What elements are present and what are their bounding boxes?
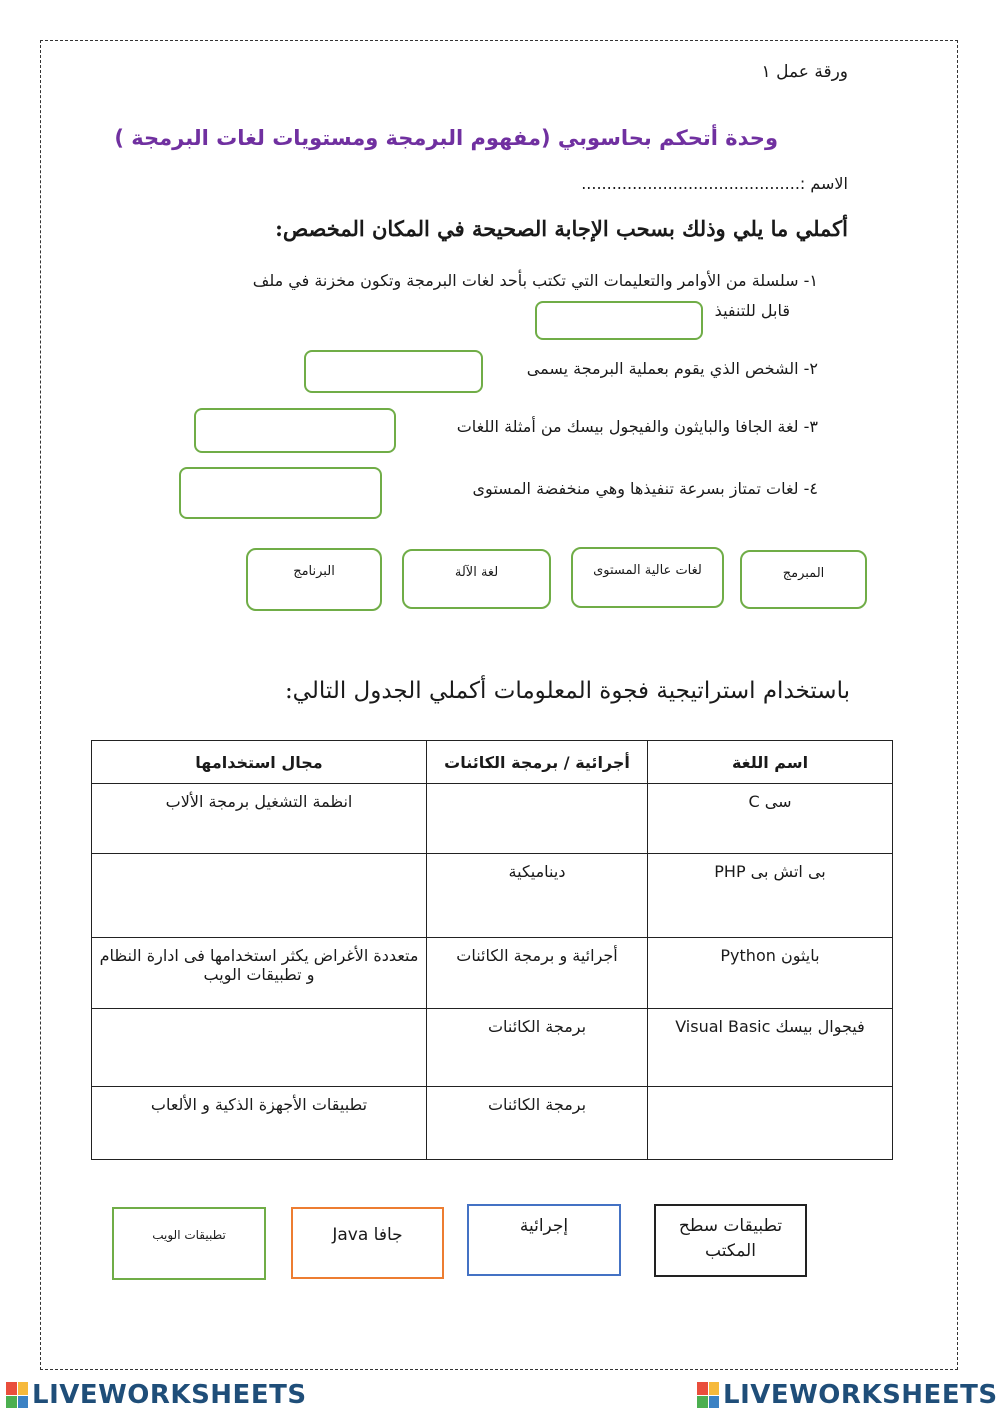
header-usage: مجال استخدامها: [92, 741, 427, 784]
cell-usage: انظمة التشغيل برمجة الألاب: [92, 784, 427, 854]
languages-table: [91, 740, 893, 1160]
drop-zone-1[interactable]: [535, 301, 703, 340]
cell-usage: متعددة الأغراض يكثر استخدامها فى ادارة النظام و تطبيقات الويب: [92, 938, 427, 1009]
question-1-line2: قابل للتنفيذ: [714, 301, 790, 320]
cell-paradigm: برمجة الكائنات: [427, 1087, 648, 1160]
table-row: [92, 784, 893, 854]
cell-usage-blank[interactable]: [92, 1009, 427, 1087]
table-row: [92, 938, 893, 1009]
cell-paradigm: ديناميكية: [427, 854, 648, 938]
part1-instruction: أكملي ما يلي وذلك بسحب الإجابة الصحيحة في المكان المخصص:: [275, 216, 848, 241]
option-chip-program[interactable]: البرنامج: [246, 548, 382, 611]
option-chip-high-level-languages[interactable]: لغات عالية المستوى: [571, 547, 724, 608]
table-row: [92, 1009, 893, 1087]
answer-chip-web-apps[interactable]: تطبيقات الويب: [112, 1207, 266, 1280]
drop-zone-4[interactable]: [179, 467, 382, 519]
liveworksheets-mark-icon: [697, 1382, 719, 1408]
question-4: ٤- لغات تمتاز بسرعة تنفيذها وهي منخفضة المستوى: [472, 479, 818, 498]
header-language-name: اسم اللغة: [648, 741, 893, 784]
table-header-row: [92, 741, 893, 784]
option-chip-machine-language[interactable]: لغة الآلة: [402, 549, 551, 609]
answer-chip-desktop-apps[interactable]: تطبيقات سطح المكتب: [654, 1204, 807, 1277]
cell-usage-blank[interactable]: [92, 854, 427, 938]
liveworksheets-mark-icon: [6, 1382, 28, 1408]
question-1-line1: ١- سلسلة من الأوامر والتعليمات التي تكتب بأحد لغات البرمجة وتكون مخزنة في ملف: [252, 271, 818, 290]
drop-zone-2[interactable]: [304, 350, 483, 393]
cell-language: سى C: [648, 784, 893, 854]
answer-chip-procedural[interactable]: إجرائية: [467, 1204, 621, 1276]
cell-paradigm-blank[interactable]: [427, 784, 648, 854]
liveworksheets-logo-left[interactable]: [6, 1380, 307, 1410]
cell-language: بى اتش بى PHP: [648, 854, 893, 938]
question-3: ٣- لغة الجافا والبايثون والفيجول بيسك من أمثلة اللغات: [456, 417, 818, 436]
liveworksheets-logo-right[interactable]: [697, 1380, 998, 1410]
sheet-label: ورقة عمل ١: [761, 62, 848, 82]
question-2: ٢- الشخص الذي يقوم بعملية البرمجة يسمى: [526, 359, 818, 378]
logo-text: LIVEWORKSHEETS: [723, 1380, 998, 1410]
cell-paradigm: برمجة الكائنات: [427, 1009, 648, 1087]
table-row: [92, 854, 893, 938]
drop-zone-3[interactable]: [194, 408, 396, 453]
name-line: الاسم :...........................................: [581, 174, 848, 193]
cell-paradigm: أجرائية و برمجة الكائنات: [427, 938, 648, 1009]
unit-title: وحدة أتحكم بحاسوبي (مفهوم البرمجة ومستويات لغات البرمجة ): [114, 126, 778, 150]
table-row: [92, 1087, 893, 1160]
cell-usage: تطبيقات الأجهزة الذكية و الألعاب: [92, 1087, 427, 1160]
answer-chip-java[interactable]: جافا Java: [291, 1207, 444, 1279]
cell-language: بايثون Python: [648, 938, 893, 1009]
part2-instruction: باستخدام استراتيجية فجوة المعلومات أكملي الجدول التالي:: [284, 678, 850, 704]
logo-text: LIVEWORKSHEETS: [32, 1380, 307, 1410]
header-paradigm: أجرائية / برمجة الكائنات: [427, 741, 648, 784]
cell-language: فيجوال بيسك Visual Basic: [648, 1009, 893, 1087]
option-chip-programmer[interactable]: المبرمج: [740, 550, 867, 609]
cell-language-blank[interactable]: [648, 1087, 893, 1160]
